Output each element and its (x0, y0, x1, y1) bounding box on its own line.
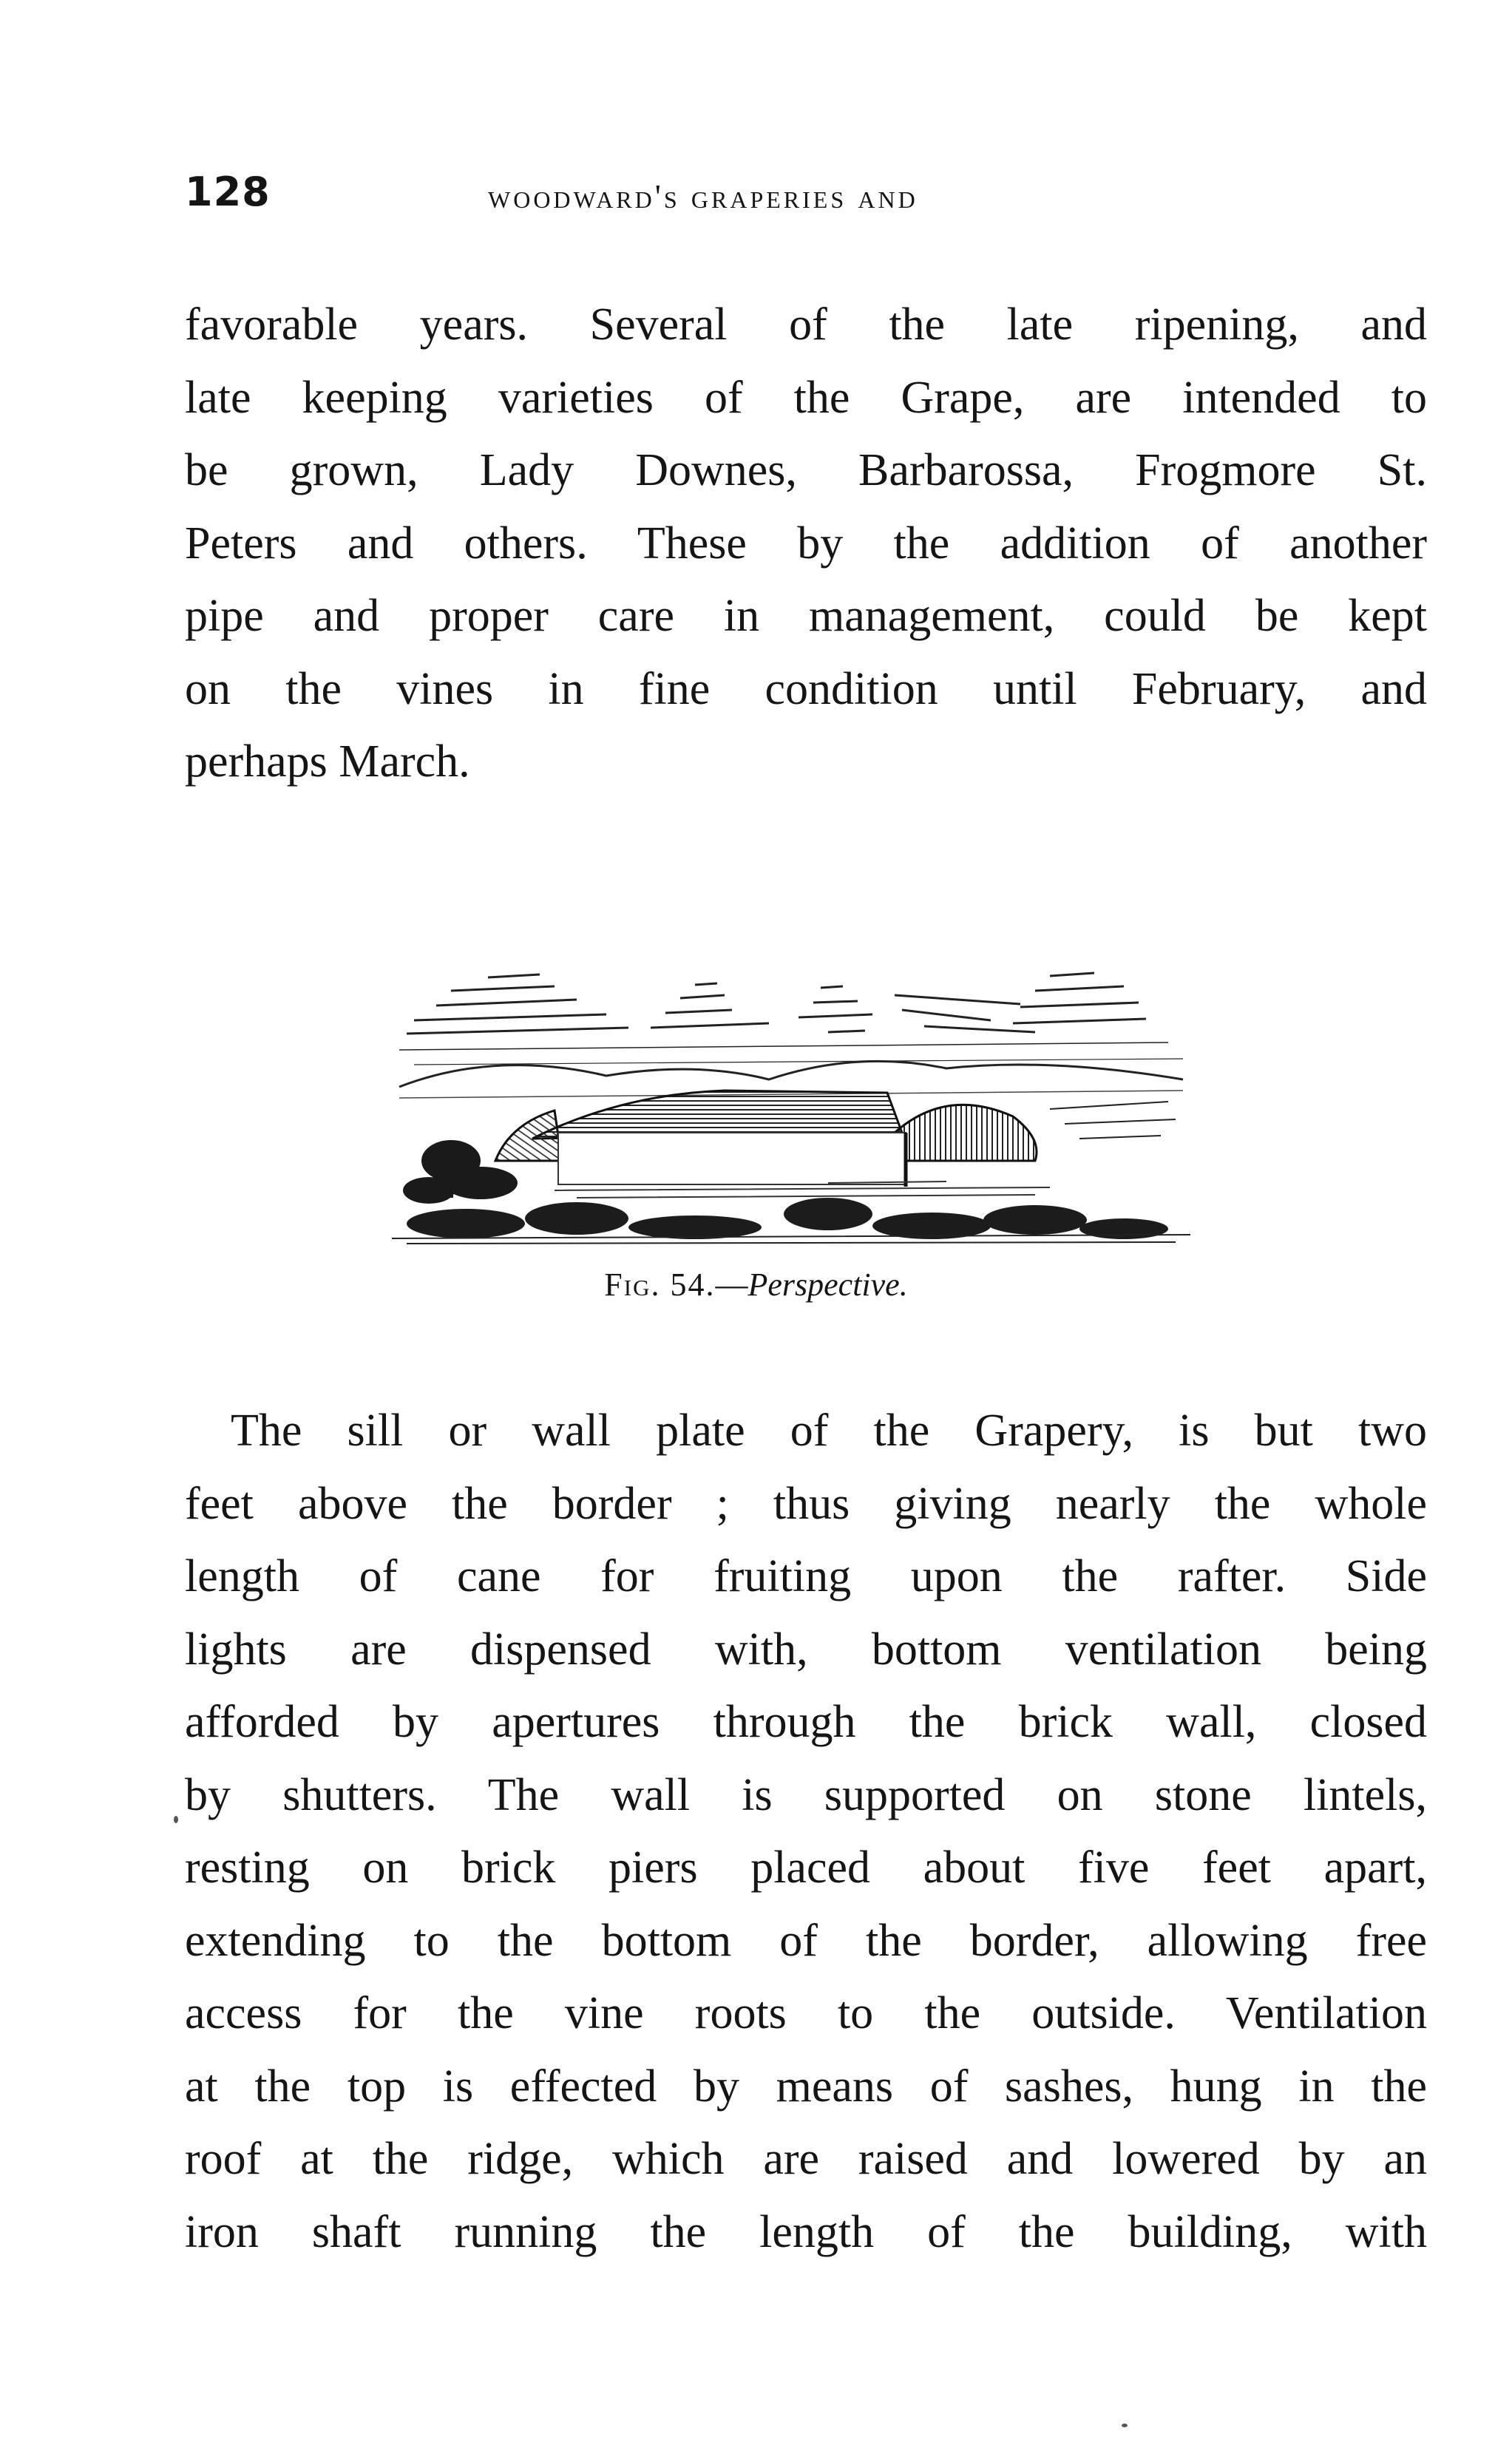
sky-clouds (399, 973, 1183, 1065)
foreground-shrubs (407, 1198, 1168, 1239)
greenhouse-roof (532, 1091, 902, 1139)
paragraph-1 (185, 288, 1427, 799)
text-line: access for the vine roots to the outside. Ventilation (185, 1988, 1427, 2038)
greenhouse-dome (895, 1105, 1037, 1161)
text-line: length of cane for fruiting upon the rafter. Side (185, 1551, 1427, 1601)
caption-dash: — (715, 1267, 748, 1303)
figure-title: Perspective. (747, 1267, 908, 1303)
text-line: late keeping varieties of the Grape, are intended to (185, 372, 1427, 423)
text-line: iron shaft running the length of the building, with (185, 2206, 1427, 2257)
print-speck (1122, 2424, 1128, 2427)
figure-label: Fig. 54. (604, 1267, 716, 1303)
text-line: roof at the ridge, which are raised and lowered by an (185, 2134, 1427, 2184)
text-line: resting on brick piers placed about five feet apart, (185, 1842, 1427, 1893)
text-line: afforded by apertures through the brick wall, closed (185, 1697, 1427, 1747)
figure-caption (0, 1266, 1512, 1303)
text-line: feet above the border ; thus giving nearly the whole (185, 1478, 1427, 1529)
text-line: be grown, Lady Downes, Barbarossa, Frogmore St. (185, 445, 1427, 495)
text-line: favorable years. Several of the late ripening, and (185, 299, 1427, 350)
distant-hills (399, 1061, 1183, 1087)
paragraph-2 (185, 1394, 1427, 2268)
text-line: at the top is effected by means of sashes, hung in the (185, 2061, 1427, 2112)
perspective-engraving (384, 939, 1198, 1250)
text-line: pipe and proper care in management, could be kept (185, 591, 1427, 641)
text-line: on the vines in fine condition until February, and (185, 663, 1427, 714)
text-line: perhaps March. (185, 736, 470, 787)
text-line: lights are dispensed with, bottom ventilation being (185, 1624, 1427, 1675)
page-number: 128 (185, 169, 271, 215)
text-line: The sill or wall plate of the Grapery, is but two (231, 1406, 1427, 1456)
text-line: extending to the bottom of the border, allowing free (185, 1915, 1427, 1966)
running-head: woodward's graperies and (488, 178, 918, 215)
print-speck (174, 1816, 178, 1823)
text-line: by shutters. The wall is supported on stone lintels, (185, 1769, 1427, 1820)
text-line: Peters and others. These by the addition of another (185, 518, 1427, 569)
